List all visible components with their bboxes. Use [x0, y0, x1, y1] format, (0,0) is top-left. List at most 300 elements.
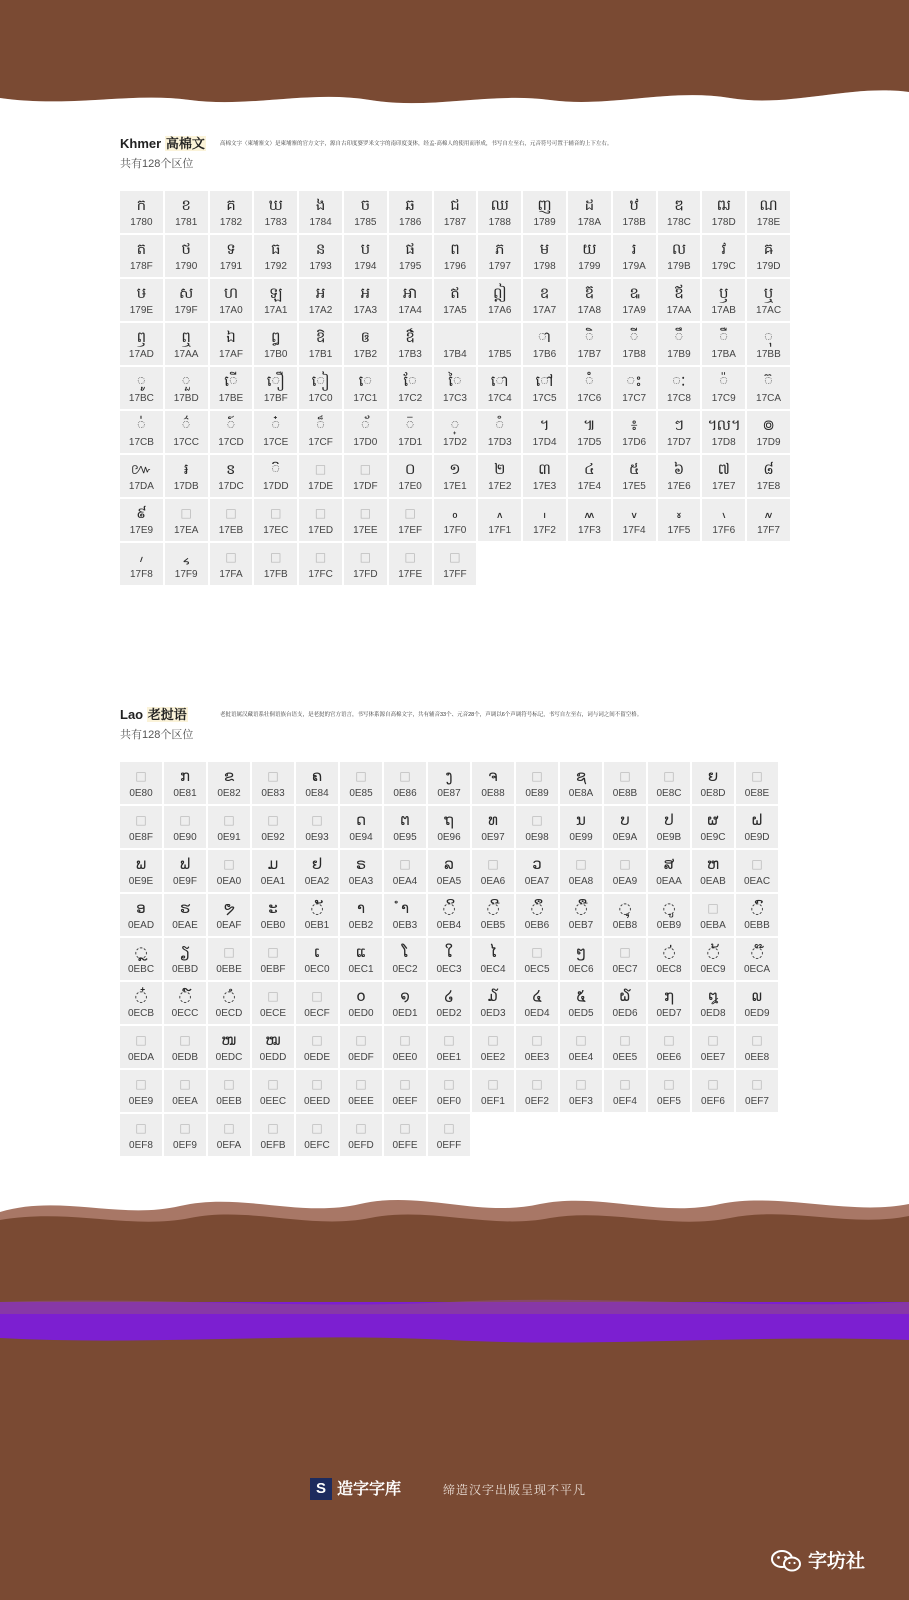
lao-header	[120, 704, 790, 762]
lao-char-code: 0EE8	[744, 1052, 770, 1063]
khmer-char-cell	[658, 191, 701, 233]
khmer-char-code: 17A5	[443, 305, 467, 316]
lao-char-glyph: ຣ	[355, 855, 367, 873]
khmer-char-code: 17C0	[308, 393, 333, 404]
lao-char-glyph: ຕ	[400, 811, 410, 829]
lao-char-code: 0E85	[349, 788, 373, 799]
khmer-char-code: 17D9	[756, 437, 781, 448]
khmer-char-glyph: ឆ	[405, 196, 415, 214]
lao-char-glyph: ປ	[664, 811, 674, 829]
khmer-char-cell	[434, 279, 477, 321]
lao-char-glyph: □	[311, 1077, 323, 1091]
khmer-char-cell	[120, 367, 163, 409]
khmer-char-cell	[478, 367, 521, 409]
khmer-char-cell	[747, 367, 790, 409]
lao-char-glyph: □	[311, 1121, 323, 1135]
lao-char-glyph: □	[135, 1033, 147, 1047]
khmer-char-cell	[120, 235, 163, 277]
khmer-char-glyph: ◌ូ	[137, 372, 146, 390]
khmer-char-cell	[254, 455, 297, 497]
lao-char-code: 0E98	[525, 832, 549, 843]
khmer-char-cell	[210, 323, 253, 365]
khmer-char-glyph: ៚	[130, 460, 153, 478]
lao-char-cell	[340, 894, 382, 936]
lao-char-glyph: □	[179, 813, 191, 827]
khmer-char-glyph: ◌់	[137, 416, 146, 434]
lao-char-cell	[252, 1026, 294, 1068]
khmer-char-cell	[747, 499, 790, 541]
khmer-char-glyph: ៖	[630, 416, 638, 434]
lao-char-cell	[208, 938, 250, 980]
lao-char-cell	[296, 1114, 338, 1156]
khmer-char-cell	[120, 323, 163, 365]
lao-char-code: 0EA2	[304, 876, 330, 887]
khmer-char-code: 17EC	[263, 525, 289, 536]
lao-char-cell	[648, 762, 690, 804]
lao-char-cell	[164, 1114, 206, 1156]
khmer-char-cell	[478, 455, 521, 497]
lao-char-cell	[560, 850, 602, 892]
khmer-char-cell	[568, 235, 611, 277]
lao-char-glyph: ໂ	[401, 943, 409, 961]
lao-char-cell	[736, 806, 778, 848]
khmer-char-code: 17C2	[398, 393, 423, 404]
khmer-char-cell	[568, 499, 611, 541]
khmer-char-code: 17F1	[488, 525, 512, 536]
khmer-char-glyph: ៤	[584, 460, 595, 478]
lao-char-code: 0EED	[303, 1096, 331, 1107]
khmer-char-cell	[210, 235, 253, 277]
lao-char-glyph: □	[487, 1033, 499, 1047]
khmer-char-cell	[254, 543, 297, 585]
khmer-char-cell	[299, 543, 342, 585]
khmer-char-glyph: ១	[449, 460, 461, 478]
lao-char-glyph: ຽ	[180, 943, 190, 961]
lao-char-cell	[428, 762, 470, 804]
lao-char-glyph: ◌໋	[134, 987, 148, 1005]
khmer-char-code: 178B	[622, 217, 646, 228]
lao-char-cell	[692, 850, 734, 892]
khmer-char-cell	[389, 367, 432, 409]
lao-char-cell	[428, 938, 470, 980]
lao-char-glyph: ຂ	[223, 767, 235, 785]
khmer-char-cell	[434, 455, 477, 497]
lao-char-code: 0EDE	[303, 1052, 331, 1063]
khmer-char-glyph: ៳	[584, 504, 595, 522]
lao-char-cell	[120, 894, 162, 936]
lao-char-cell	[384, 938, 426, 980]
lao-char-cell	[120, 806, 162, 848]
lao-char-cell	[384, 1114, 426, 1156]
khmer-char-cell	[434, 499, 477, 541]
khmer-char-cell	[165, 543, 208, 585]
lao-char-cell	[604, 850, 646, 892]
lao-char-cell	[340, 1026, 382, 1068]
lao-char-cell	[428, 850, 470, 892]
lao-char-code: 0E9A	[612, 832, 638, 843]
khmer-char-cell	[165, 279, 208, 321]
lao-char-glyph: ກ	[179, 767, 191, 785]
khmer-char-code: 179F	[174, 305, 198, 316]
khmer-char-code: 17CA	[756, 393, 782, 404]
lao-char-glyph: າ	[356, 899, 366, 917]
khmer-char-glyph: □	[270, 550, 282, 564]
lao-char-code: 0ECA	[743, 964, 771, 975]
khmer-char-cell	[344, 543, 387, 585]
lao-char-cell	[692, 806, 734, 848]
lao-char-code: 0EBC	[127, 964, 155, 975]
lao-char-code: 0EBA	[700, 920, 726, 931]
lao-char-glyph: □	[487, 1077, 499, 1091]
lao-char-glyph: □	[135, 813, 147, 827]
lao-char-cell	[164, 982, 206, 1024]
lao-char-cell	[208, 762, 250, 804]
lao-char-glyph: □	[223, 1121, 235, 1135]
khmer-char-code: 17BE	[218, 393, 244, 404]
khmer-char-glyph: ឈ	[490, 196, 509, 214]
khmer-char-cell	[613, 367, 656, 409]
lao-char-code: 0E94	[349, 832, 373, 843]
lao-char-code: 0EAC	[743, 876, 771, 887]
khmer-char-glyph: ឲ	[360, 328, 371, 346]
khmer-char-code: 17B7	[577, 349, 602, 360]
lao-char-cell	[340, 938, 382, 980]
lao-char-glyph: ◌ຶ	[530, 899, 544, 917]
lao-char-code: 0EEB	[216, 1096, 242, 1107]
khmer-char-code: 17FB	[263, 569, 288, 580]
khmer-char-cell	[165, 323, 208, 365]
khmer-char-cell	[523, 235, 566, 277]
khmer-char-cell	[747, 323, 790, 365]
khmer-char-cell	[747, 411, 790, 453]
khmer-char-glyph: ញ	[537, 196, 552, 214]
khmer-char-code: 17E5	[622, 481, 646, 492]
khmer-char-code: 1794	[354, 261, 377, 272]
khmer-char-glyph: យ	[582, 240, 597, 258]
lao-char-glyph: ຟ	[179, 855, 191, 873]
khmer-char-glyph: □	[180, 506, 192, 520]
khmer-char-glyph: □	[359, 462, 372, 476]
khmer-char-code: 1799	[578, 261, 601, 272]
lao-char-cell	[648, 894, 690, 936]
khmer-char-glyph: □	[270, 506, 282, 520]
lao-char-code: 0ED2	[436, 1008, 462, 1019]
khmer-char-glyph: ◌ៃ	[448, 372, 462, 390]
lao-char-cell	[252, 894, 294, 936]
lao-char-glyph: □	[707, 1077, 719, 1091]
khmer-char-cell	[210, 499, 253, 541]
lao-char-glyph: □	[355, 1033, 367, 1047]
lao-char-glyph: □	[399, 857, 411, 871]
khmer-char-glyph: □	[359, 506, 372, 520]
lao-char-code: 0ED0	[348, 1008, 374, 1019]
khmer-char-code: 17AF	[219, 349, 243, 360]
lao-char-cell	[692, 1070, 734, 1112]
lao-char-cell	[516, 762, 558, 804]
lao-char-glyph: ະ	[268, 899, 278, 917]
khmer-char-cell	[389, 279, 432, 321]
khmer-char-glyph: □	[225, 550, 237, 564]
khmer-char-code: 17FF	[443, 569, 467, 580]
lao-char-glyph: □	[267, 945, 279, 959]
khmer-char-glyph: ◌េ	[358, 372, 373, 390]
lao-char-cell	[736, 1070, 778, 1112]
khmer-char-code: 17A2	[308, 305, 333, 316]
lao-char-code: 0EDF	[348, 1052, 374, 1063]
khmer-char-code: 17B6	[532, 349, 557, 360]
lao-char-glyph: ◌ິ	[442, 899, 456, 917]
lao-char-glyph: □	[531, 945, 543, 959]
khmer-char-glyph: ៱	[496, 504, 504, 522]
khmer-char-cell	[658, 367, 701, 409]
brand-slogan: 缔造汉字出版呈现不平凡	[443, 1483, 587, 1497]
khmer-char-code: 17B1	[308, 349, 333, 360]
lao-char-glyph: ◌ົ	[750, 899, 764, 917]
khmer-char-code: 17A7	[532, 305, 557, 316]
khmer-char-glyph: ។	[539, 416, 550, 434]
lao-char-cell	[208, 894, 250, 936]
lao-char-code: 0ECE	[259, 1008, 287, 1019]
lao-char-glyph: ໒	[444, 987, 454, 1005]
khmer-char-code: 17F6	[712, 525, 736, 536]
khmer-char-cell	[613, 235, 656, 277]
lao-char-glyph: ◌່	[662, 943, 676, 961]
khmer-char-cell	[658, 455, 701, 497]
khmer-char-code: 17CE	[263, 437, 289, 448]
khmer-char-cell	[478, 411, 521, 453]
lao-char-glyph: □	[531, 813, 543, 827]
lao-char-code: 0EB6	[524, 920, 550, 931]
khmer-char-cell	[254, 191, 297, 233]
khmer-char-code: 17FE	[398, 569, 423, 580]
lao-char-cell	[648, 806, 690, 848]
lao-char-cell	[208, 850, 250, 892]
lao-char-code: 0EF1	[481, 1096, 505, 1107]
khmer-char-code: 17E7	[712, 481, 736, 492]
khmer-char-cell	[568, 323, 611, 365]
lao-char-cell	[560, 894, 602, 936]
khmer-char-code: 1791	[219, 261, 243, 272]
khmer-char-code: 17F0	[443, 525, 467, 536]
lao-char-glyph: □	[179, 1077, 191, 1091]
khmer-char-glyph: គ	[226, 196, 236, 214]
lao-title: Lao 老挝语	[120, 707, 187, 722]
khmer-char-code: 1786	[399, 217, 422, 228]
khmer-char-code: 1782	[219, 217, 243, 228]
khmer-char-code: 1798	[533, 261, 556, 272]
khmer-char-glyph: ទ	[226, 240, 236, 258]
lao-char-code: 0ED3	[480, 1008, 506, 1019]
khmer-char-code: 178C	[667, 217, 691, 228]
khmer-char-code: 17EE	[353, 525, 378, 536]
lao-char-code: 0E95	[393, 832, 417, 843]
lao-char-glyph: □	[355, 769, 367, 783]
khmer-char-glyph: ច	[360, 196, 371, 214]
khmer-char-glyph: ◌ិ	[584, 328, 594, 346]
khmer-char-code: 1792	[264, 261, 287, 272]
khmer-char-glyph: ល	[671, 240, 687, 258]
lao-char-code: 0EB2	[348, 920, 374, 931]
lao-char-cell	[648, 938, 690, 980]
lao-char-code: 0EAD	[127, 920, 155, 931]
khmer-char-glyph: ៨	[763, 460, 774, 478]
lao-char-code: 0EC5	[524, 964, 550, 975]
lao-char-code: 0E9C	[700, 832, 726, 843]
khmer-char-glyph: ព	[450, 240, 460, 258]
khmer-char-cell	[120, 279, 163, 321]
lao-char-glyph: ອ	[136, 899, 146, 917]
khmer-char-code: 17F7	[757, 525, 780, 536]
lao-char-cell	[428, 1114, 470, 1156]
lao-char-glyph: □	[531, 769, 543, 783]
lao-char-glyph: ໄ	[489, 943, 497, 961]
lao-char-cell	[164, 1026, 206, 1068]
khmer-char-code: 17D0	[353, 437, 378, 448]
khmer-char-glyph: □	[449, 550, 461, 564]
lao-char-code: 0ED6	[612, 1008, 638, 1019]
lao-char-glyph: ລ	[444, 855, 454, 873]
lao-char-code: 0ED5	[568, 1008, 594, 1019]
khmer-char-glyph: ឞ	[136, 284, 147, 302]
khmer-char-code: 178D	[711, 217, 736, 228]
lao-char-cell	[428, 894, 470, 936]
khmer-char-code: 17C7	[622, 393, 647, 404]
lao-char-glyph: ງ	[445, 767, 453, 785]
khmer-char-cell	[299, 455, 342, 497]
lao-char-cell	[252, 850, 294, 892]
khmer-char-code: 179E	[129, 305, 154, 316]
khmer-char-cell	[254, 411, 297, 453]
lao-char-code: 0EBF	[260, 964, 286, 975]
khmer-char-code: 178F	[130, 261, 153, 272]
lao-char-glyph: □	[663, 1033, 675, 1047]
lao-char-code: 0EDC	[215, 1052, 243, 1063]
lao-char-cell	[164, 1070, 206, 1112]
lao-char-code: 0EE5	[612, 1052, 638, 1063]
khmer-char-glyph: ឝ	[763, 240, 774, 258]
khmer-char-code: 17BF	[263, 393, 288, 404]
lao-char-glyph: □	[575, 1033, 587, 1047]
khmer-char-glyph: ឤ	[403, 284, 418, 302]
khmer-char-cell	[210, 279, 253, 321]
khmer-char-glyph: អ	[315, 284, 326, 302]
lao-char-cell	[296, 1026, 338, 1068]
lao-char-code: 0EF7	[745, 1096, 769, 1107]
khmer-char-code: 1783	[264, 217, 287, 228]
khmer-char-code: 17E3	[532, 481, 557, 492]
khmer-char-glyph: ◌៝	[271, 460, 281, 478]
lao-char-cell	[252, 982, 294, 1024]
khmer-char-glyph: ឡ	[269, 284, 283, 302]
lao-char-cell	[252, 762, 294, 804]
lao-char-code: 0EBB	[744, 920, 770, 931]
lao-char-code: 0EAE	[172, 920, 198, 931]
lao-char-cell	[164, 762, 206, 804]
khmer-char-code: 17F3	[577, 525, 601, 536]
lao-char-glyph: □	[531, 1077, 543, 1091]
lao-char-cell	[164, 806, 206, 848]
lao-char-cell	[516, 806, 558, 848]
khmer-char-cell	[613, 323, 656, 365]
khmer-char-glyph: ជ	[450, 196, 460, 214]
khmer-char-cell	[299, 235, 342, 277]
khmer-char-code: 17D6	[622, 437, 647, 448]
khmer-char-code: 17FC	[308, 569, 333, 580]
lao-char-cell	[208, 806, 250, 848]
lao-char-cell	[340, 1070, 382, 1112]
khmer-char-cell	[568, 191, 611, 233]
lao-char-glyph: □	[443, 1033, 455, 1047]
khmer-char-cell	[702, 279, 745, 321]
top-wave-banner	[0, 0, 909, 115]
lao-char-glyph: □	[267, 769, 279, 783]
lao-char-glyph: □	[751, 857, 763, 871]
khmer-char-glyph: ◌្	[450, 416, 460, 434]
lao-char-glyph: ໖	[619, 987, 631, 1005]
lao-char-code: 0E96	[437, 832, 461, 843]
lao-char-code: 0ECB	[127, 1008, 155, 1019]
lao-description: 老挝语属汉藏语系壮侗语族台语支，是老挝的官方语言，书写体系源自高棉文字，共有辅音33个、元音28个，声调以6个声调符号标记，书写自左至右，词与词之间不留空格。	[220, 712, 643, 718]
lao-char-glyph: ◌ຼ	[134, 943, 148, 961]
lao-char-code: 0EA3	[348, 876, 374, 887]
khmer-char-glyph: ◌័	[360, 416, 370, 434]
lao-char-code: 0E9F	[173, 876, 197, 887]
khmer-char-glyph: □	[314, 506, 327, 520]
lao-char-code: 0EAF	[216, 920, 242, 931]
lao-char-cell	[736, 982, 778, 1024]
lao-char-cell	[604, 1026, 646, 1068]
lao-char-code: 0E80	[129, 788, 153, 799]
lao-char-code: 0E99	[569, 832, 593, 843]
lao-char-cell	[516, 850, 558, 892]
khmer-char-glyph: ៗ	[674, 416, 684, 434]
khmer-char-glyph: ◌៌	[181, 416, 191, 434]
khmer-char-code: 17ED	[308, 525, 334, 536]
lao-char-cell	[296, 1070, 338, 1112]
khmer-char-code: 17BB	[756, 349, 781, 360]
khmer-char-glyph: ឣ	[360, 284, 371, 302]
khmer-char-code: 17BD	[173, 393, 199, 404]
khmer-char-cell	[254, 279, 297, 321]
lao-char-code: 0EB4	[436, 920, 462, 931]
lao-char-code: 0EA4	[392, 876, 418, 887]
khmer-char-cell	[658, 499, 701, 541]
lao-char-glyph: ຍ	[707, 767, 719, 785]
lao-char-code: 0EC9	[700, 964, 726, 975]
lao-count: 共有128个区位	[120, 729, 194, 741]
khmer-char-cell	[254, 499, 297, 541]
khmer-char-glyph: ៹	[182, 548, 190, 566]
lao-char-glyph: ◌ີ	[486, 899, 500, 917]
lao-char-code: 0ED9	[744, 1008, 770, 1019]
lao-char-code: 0E8B	[612, 788, 638, 799]
lao-char-code: 0EC1	[348, 964, 374, 975]
khmer-char-code: 17F8	[130, 569, 153, 580]
khmer-char-code: 17F5	[667, 525, 691, 536]
lao-char-cell	[296, 762, 338, 804]
khmer-char-code: 17E6	[667, 481, 691, 492]
khmer-char-cell	[389, 411, 432, 453]
khmer-char-cell	[344, 499, 387, 541]
lao-char-code: 0E8E	[744, 788, 770, 799]
lao-char-code: 0EE9	[128, 1096, 154, 1107]
khmer-char-glyph: ◌ំ	[584, 372, 594, 390]
lao-char-code: 0EF8	[129, 1140, 153, 1151]
khmer-char-code: 17DD	[263, 481, 289, 492]
lao-char-glyph: □	[619, 857, 631, 871]
lao-char-glyph: ມ	[267, 855, 279, 873]
lao-char-cell	[164, 850, 206, 892]
